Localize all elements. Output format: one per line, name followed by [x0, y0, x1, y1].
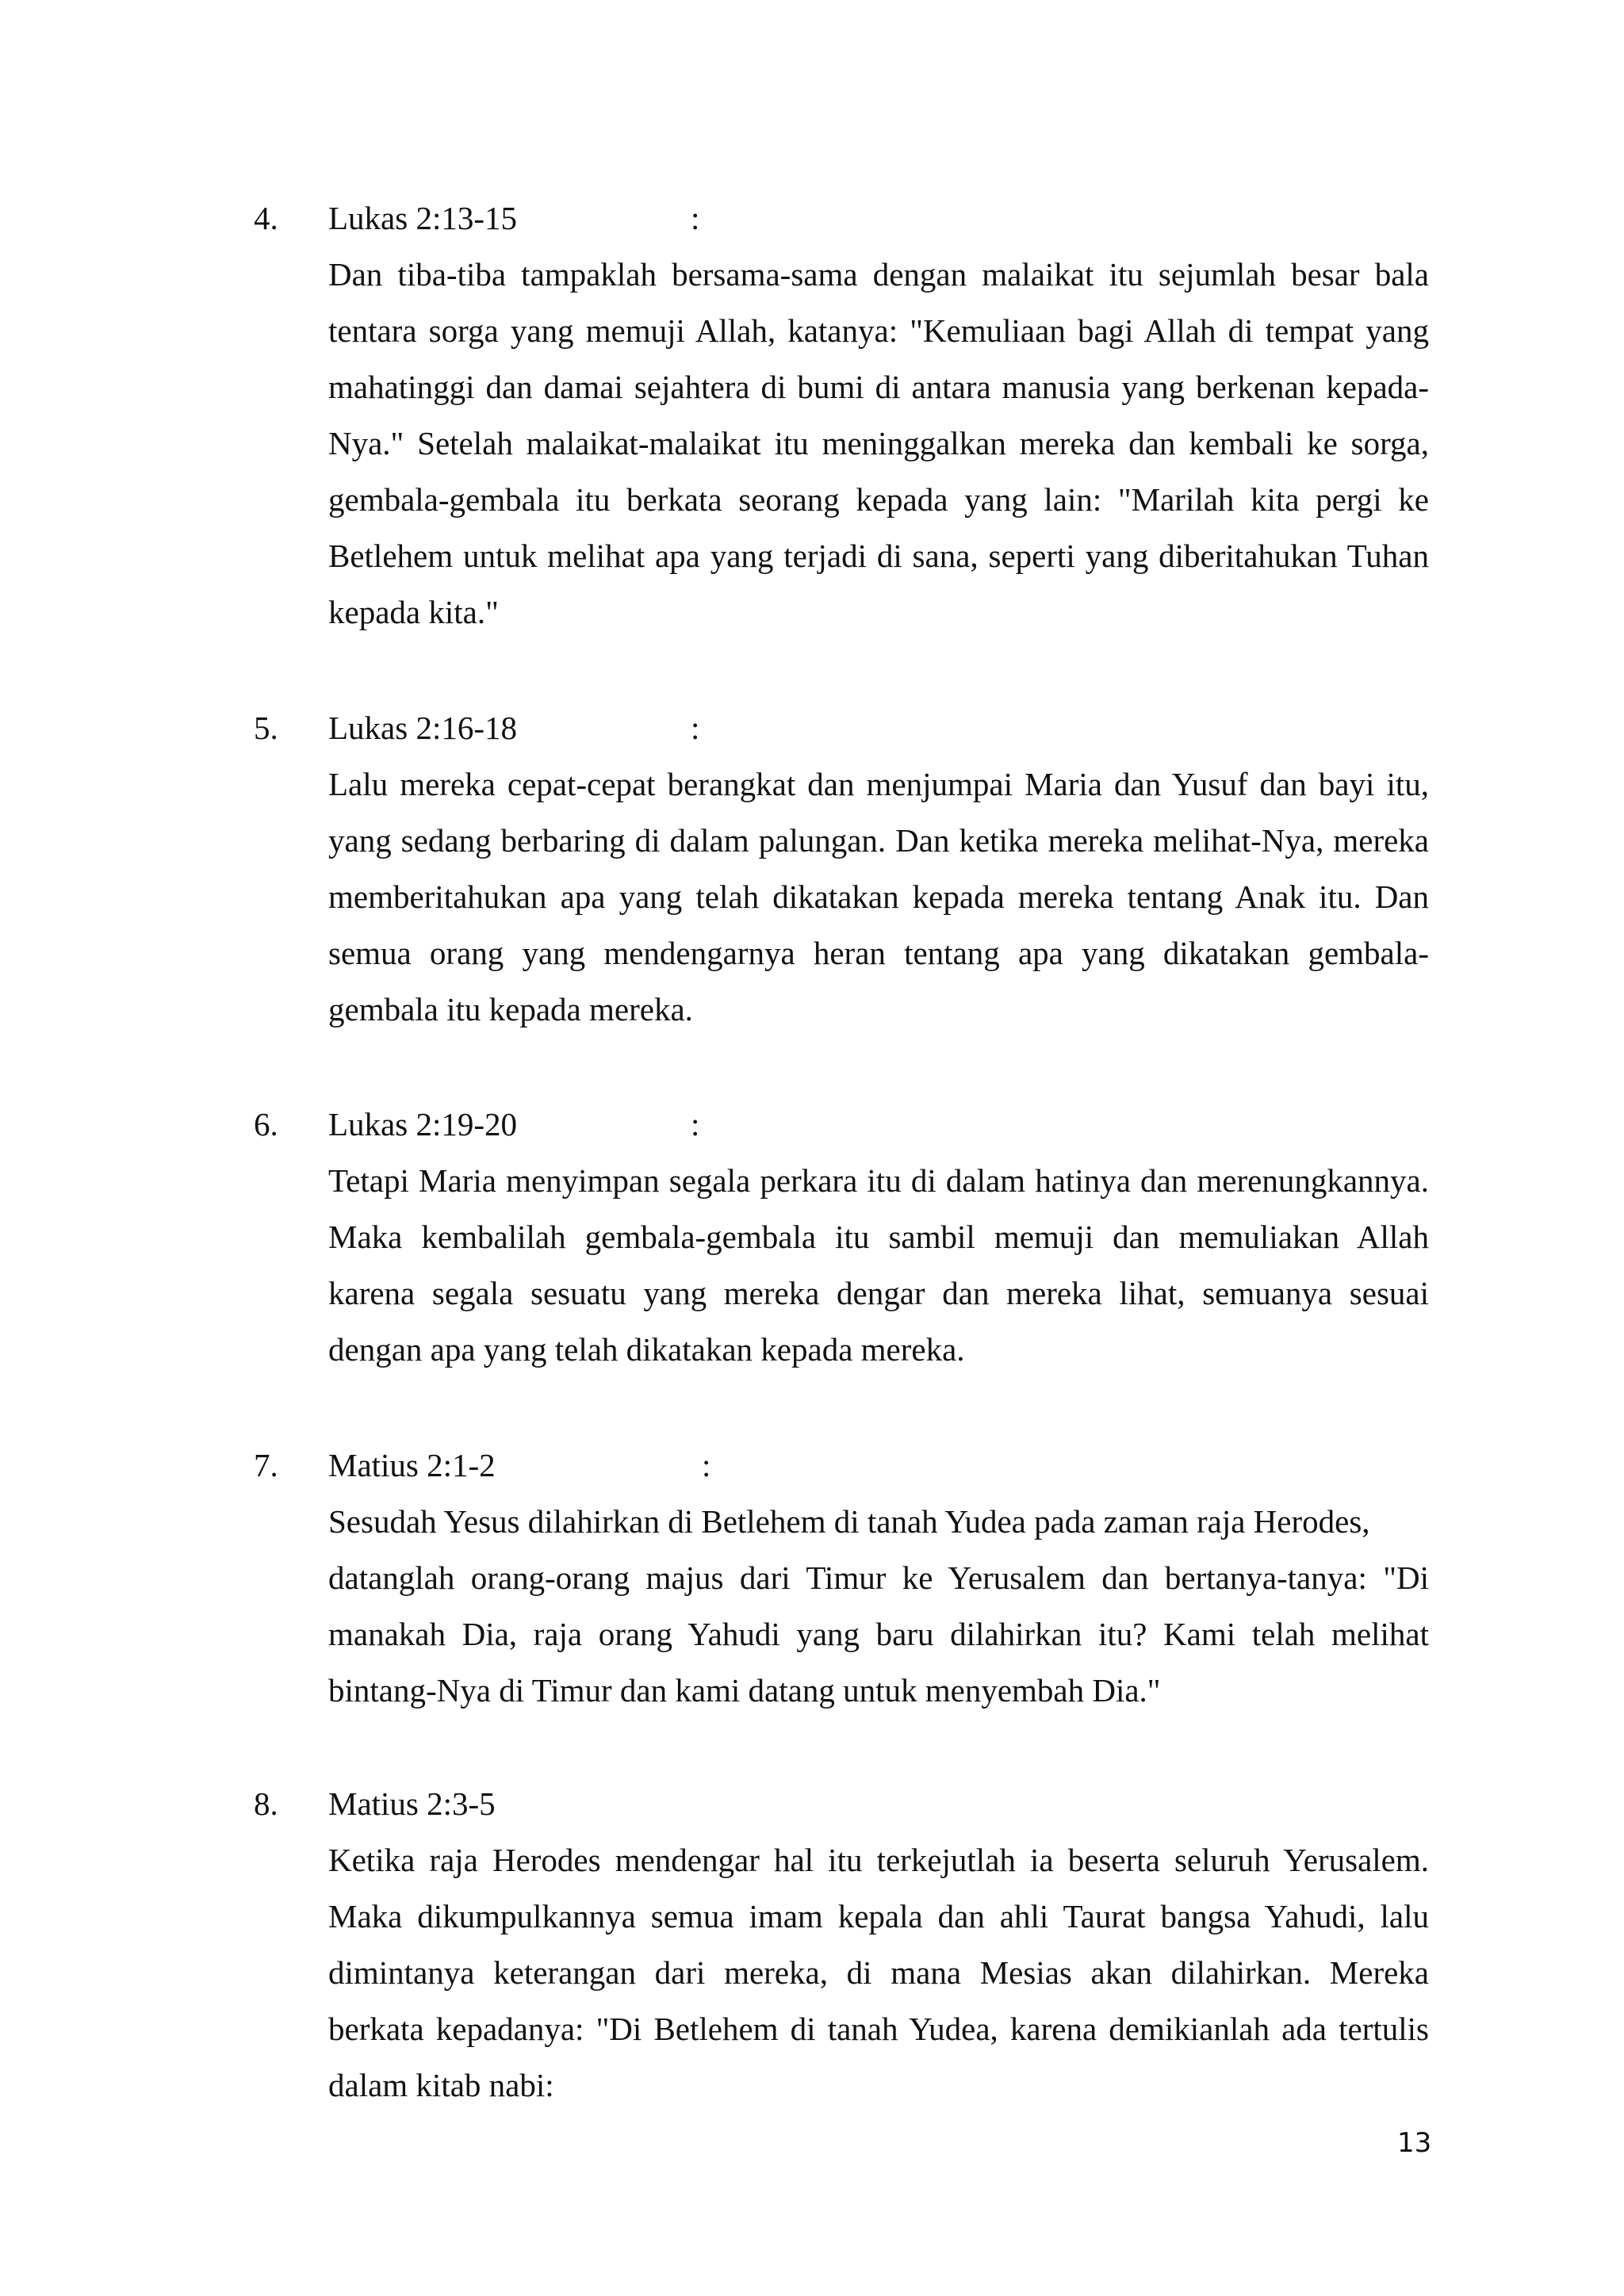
verse-line: bintang-Nya di Timur dan kami datang untuk menyembah Dia.": [328, 1672, 1161, 1709]
verse-line: datanglah orang-orang majus dari Timur ke Yerusalem dan bertanya-tanya: "Di: [328, 1559, 1429, 1596]
reference-colon: :: [691, 200, 700, 236]
verse-line: Sesudah Yesus dilahirkan di Betlehem di tanah Yudea pada zaman raja Herodes,: [328, 1503, 1370, 1540]
verse-line: mahatinggi dan damai sejahtera di bumi di antara manusia yang berkenan kepada-: [328, 369, 1429, 405]
verse-line: manakah Dia, raja orang Yahudi yang baru dilahirkan itu? Kami telah melihat: [328, 1616, 1429, 1652]
verse-line: kepada kita.": [328, 594, 499, 630]
verse-line: dengan apa yang telah dikatakan kepada mereka.: [328, 1331, 965, 1368]
verse-line: dalam kitab nabi:: [328, 2067, 554, 2103]
entry-number: 4.: [254, 200, 278, 236]
verse-line: Lalu mereka cepat-cepat berangkat dan menjumpai Maria dan Yusuf dan bayi itu,: [328, 766, 1429, 802]
verse-text: [328, 1832, 1429, 2114]
verse-text: [328, 247, 1429, 641]
verse-reference: Matius 2:1-2: [328, 1447, 496, 1483]
verse-line: yang sedang berbaring di dalam palungan. Dan ketika mereka melihat-Nya, mereka: [328, 822, 1429, 859]
verse-reference: Lukas 2:13-15: [328, 200, 517, 236]
verse-text: [328, 756, 1429, 1038]
page-number: 13: [1397, 2127, 1432, 2159]
verse-line: Dan tiba-tiba tampaklah bersama-sama dengan malaikat itu sejumlah besar bala: [328, 256, 1429, 293]
verse-line: Nya." Setelah malaikat-malaikat itu meninggalkan mereka dan kembali ke sorga,: [328, 425, 1429, 461]
entry-number: 8.: [254, 1785, 278, 1822]
verse-line: Tetapi Maria menyimpan segala perkara itu di dalam hatinya dan merenungkannya.: [328, 1162, 1429, 1199]
verse-text: [328, 1153, 1429, 1378]
entry-number: 6.: [254, 1106, 278, 1142]
entry-number: 7.: [254, 1447, 278, 1483]
verse-line: Maka kembalilah gembala-gembala itu sambil memuji dan memuliakan Allah: [328, 1219, 1429, 1255]
verse-line: Maka dikumpulkannya semua imam kepala dan ahli Taurat bangsa Yahudi, lalu: [328, 1898, 1429, 1934]
verse-line: dimintanya keterangan dari mereka, di mana Mesias akan dilahirkan. Mereka: [328, 1954, 1429, 1991]
verse-reference: Lukas 2:19-20: [328, 1106, 517, 1142]
entry-number: 5.: [254, 710, 278, 746]
verse-line: berkata kepadanya: "Di Betlehem di tanah Yudea, karena demikianlah ada tertulis: [328, 2011, 1429, 2047]
verse-line: memberitahukan apa yang telah dikatakan kepada mereka tentang Anak itu. Dan: [328, 878, 1429, 915]
verse-reference: Matius 2:3-5: [328, 1785, 496, 1822]
verse-line: gembala-gembala itu berkata seorang kepada yang lain: "Marilah kita pergi ke: [328, 481, 1429, 518]
verse-reference: Lukas 2:16-18: [328, 710, 517, 746]
verse-line: semua orang yang mendengarnya heran tentang apa yang dikatakan gembala-: [328, 935, 1429, 971]
reference-colon: :: [691, 1106, 700, 1142]
verse-line: karena segala sesuatu yang mereka dengar dan mereka lihat, semuanya sesuai: [328, 1275, 1429, 1311]
verse-text: [328, 1494, 1429, 1719]
reference-colon: :: [691, 710, 700, 746]
reference-colon: :: [702, 1447, 711, 1483]
verse-line: Ketika raja Herodes mendengar hal itu terkejutlah ia beserta seluruh Yerusalem.: [328, 1842, 1429, 1878]
verse-line: gembala itu kepada mereka.: [328, 991, 693, 1027]
verse-line: Betlehem untuk melihat apa yang terjadi di sana, seperti yang diberitahukan Tuhan: [328, 538, 1429, 574]
verse-line: tentara sorga yang memuji Allah, katanya: "Kemuliaan bagi Allah di tempat yang: [328, 312, 1429, 349]
